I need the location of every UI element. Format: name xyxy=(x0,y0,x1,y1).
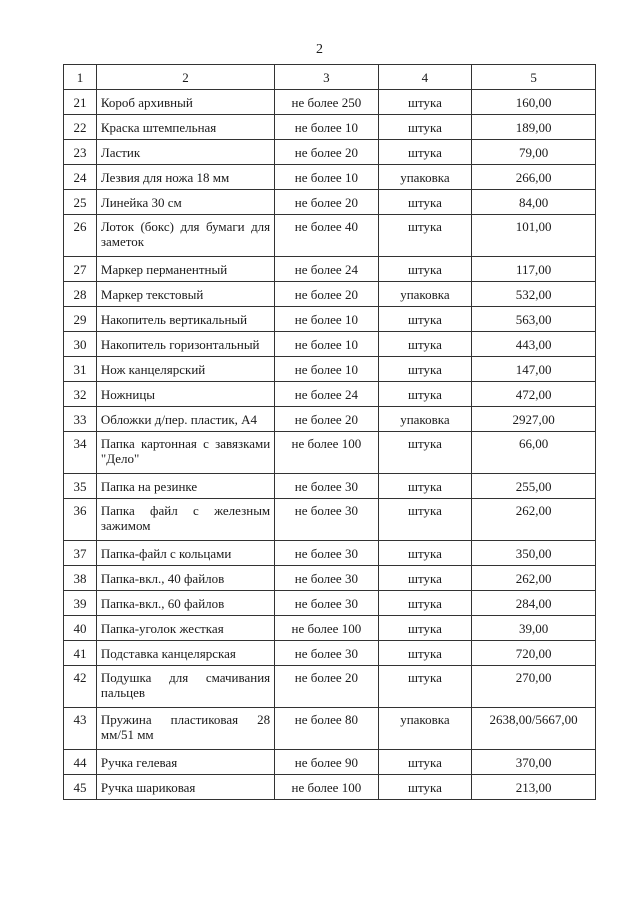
item-price: 262,00 xyxy=(472,566,596,591)
item-name: Папка-вкл., 60 файлов xyxy=(96,591,274,616)
table-row xyxy=(64,90,596,115)
table-row xyxy=(64,432,596,474)
item-quantity: не более 30 xyxy=(275,591,378,616)
item-quantity: не более 90 xyxy=(275,750,378,775)
item-quantity: не более 10 xyxy=(275,115,378,140)
row-number: 21 xyxy=(64,90,97,115)
item-quantity: не более 20 xyxy=(275,190,378,215)
item-price: 147,00 xyxy=(472,357,596,382)
item-price: 66,00 xyxy=(472,432,596,474)
item-unit: штука xyxy=(378,357,472,382)
item-name: Папка-вкл., 40 файлов xyxy=(96,566,274,591)
item-quantity: не более 20 xyxy=(275,282,378,307)
header-cell-3: 3 xyxy=(275,65,378,90)
row-number: 40 xyxy=(64,616,97,641)
item-price: 2638,00/5667,00 xyxy=(472,708,596,750)
row-number: 25 xyxy=(64,190,97,215)
item-unit: штука xyxy=(378,257,472,282)
item-name: Нож канцелярский xyxy=(96,357,274,382)
item-quantity: не более 20 xyxy=(275,666,378,708)
row-number: 29 xyxy=(64,307,97,332)
row-number: 39 xyxy=(64,591,97,616)
item-name: Папка-файл с кольцами xyxy=(96,541,274,566)
table-row xyxy=(64,566,596,591)
row-number: 27 xyxy=(64,257,97,282)
row-number: 23 xyxy=(64,140,97,165)
item-price: 284,00 xyxy=(472,591,596,616)
item-name: Накопитель горизонтальный xyxy=(96,332,274,357)
item-unit: штука xyxy=(378,90,472,115)
header-cell-1: 1 xyxy=(64,65,97,90)
item-price: 101,00 xyxy=(472,215,596,257)
table-row xyxy=(64,140,596,165)
row-number: 35 xyxy=(64,474,97,499)
table-row xyxy=(64,591,596,616)
row-number: 24 xyxy=(64,165,97,190)
table-row xyxy=(64,641,596,666)
table-row xyxy=(64,750,596,775)
item-unit: штука xyxy=(378,616,472,641)
item-name: Маркер текстовый xyxy=(96,282,274,307)
header-cell-2: 2 xyxy=(96,65,274,90)
row-number: 32 xyxy=(64,382,97,407)
table-row xyxy=(64,257,596,282)
item-unit: штука xyxy=(378,566,472,591)
item-name: Папка на резинке xyxy=(96,474,274,499)
item-name: Лезвия для ножа 18 мм xyxy=(96,165,274,190)
header-cell-4: 4 xyxy=(378,65,472,90)
item-unit: штука xyxy=(378,307,472,332)
item-name: Ластик xyxy=(96,140,274,165)
item-price: 262,00 xyxy=(472,499,596,541)
item-unit: штука xyxy=(378,140,472,165)
page-number: 2 xyxy=(316,42,323,57)
item-unit: штука xyxy=(378,190,472,215)
item-name: Подушка для смачивания пальцев xyxy=(96,666,274,708)
item-quantity: не более 250 xyxy=(275,90,378,115)
item-price: 350,00 xyxy=(472,541,596,566)
item-unit: штука xyxy=(378,775,472,800)
item-quantity: не более 10 xyxy=(275,357,378,382)
item-price: 255,00 xyxy=(472,474,596,499)
row-number: 28 xyxy=(64,282,97,307)
item-quantity: не более 30 xyxy=(275,474,378,499)
item-price: 189,00 xyxy=(472,115,596,140)
item-unit: штука xyxy=(378,382,472,407)
table-row xyxy=(64,115,596,140)
item-price: 117,00 xyxy=(472,257,596,282)
table-row xyxy=(64,616,596,641)
item-name: Ножницы xyxy=(96,382,274,407)
item-price: 720,00 xyxy=(472,641,596,666)
item-unit: штука xyxy=(378,591,472,616)
item-unit: упаковка xyxy=(378,708,472,750)
item-quantity: не более 30 xyxy=(275,641,378,666)
item-unit: штука xyxy=(378,332,472,357)
item-name: Ручка шариковая xyxy=(96,775,274,800)
item-price: 563,00 xyxy=(472,307,596,332)
item-price: 213,00 xyxy=(472,775,596,800)
item-unit: штука xyxy=(378,666,472,708)
item-unit: упаковка xyxy=(378,165,472,190)
item-quantity: не более 10 xyxy=(275,332,378,357)
item-name: Ручка гелевая xyxy=(96,750,274,775)
row-number: 26 xyxy=(64,215,97,257)
row-number: 45 xyxy=(64,775,97,800)
row-number: 22 xyxy=(64,115,97,140)
item-name: Маркер перманентный xyxy=(96,257,274,282)
table-row xyxy=(64,775,596,800)
item-price: 266,00 xyxy=(472,165,596,190)
table-row xyxy=(64,382,596,407)
table-row xyxy=(64,499,596,541)
header-row xyxy=(64,65,596,90)
table-row xyxy=(64,282,596,307)
item-quantity: не более 30 xyxy=(275,541,378,566)
row-number: 33 xyxy=(64,407,97,432)
item-quantity: не более 24 xyxy=(275,382,378,407)
row-number: 34 xyxy=(64,432,97,474)
item-price: 160,00 xyxy=(472,90,596,115)
item-name: Лоток (бокс) для бумаги для заметок xyxy=(96,215,274,257)
item-unit: штука xyxy=(378,641,472,666)
item-quantity: не более 40 xyxy=(275,215,378,257)
item-unit: штука xyxy=(378,750,472,775)
item-name: Линейка 30 см xyxy=(96,190,274,215)
table-row xyxy=(64,666,596,708)
table-row xyxy=(64,357,596,382)
item-unit: штука xyxy=(378,432,472,474)
table-row xyxy=(64,190,596,215)
row-number: 43 xyxy=(64,708,97,750)
item-quantity: не более 80 xyxy=(275,708,378,750)
item-unit: штука xyxy=(378,215,472,257)
item-price: 84,00 xyxy=(472,190,596,215)
table-row xyxy=(64,708,596,750)
table-row xyxy=(64,332,596,357)
item-name: Подставка канцелярская xyxy=(96,641,274,666)
table-row xyxy=(64,215,596,257)
item-unit: штука xyxy=(378,115,472,140)
item-price: 2927,00 xyxy=(472,407,596,432)
item-price: 532,00 xyxy=(472,282,596,307)
table-row xyxy=(64,541,596,566)
item-quantity: не более 10 xyxy=(275,165,378,190)
item-price: 443,00 xyxy=(472,332,596,357)
item-unit: упаковка xyxy=(378,282,472,307)
item-name: Накопитель вертикальный xyxy=(96,307,274,332)
item-unit: штука xyxy=(378,474,472,499)
row-number: 38 xyxy=(64,566,97,591)
item-price: 39,00 xyxy=(472,616,596,641)
item-price: 370,00 xyxy=(472,750,596,775)
table-row xyxy=(64,307,596,332)
row-number: 41 xyxy=(64,641,97,666)
item-price: 472,00 xyxy=(472,382,596,407)
item-quantity: не более 20 xyxy=(275,140,378,165)
item-name: Папка картонная с завязками "Дело" xyxy=(96,432,274,474)
item-name: Обложки д/пер. пластик, А4 xyxy=(96,407,274,432)
table-row xyxy=(64,474,596,499)
item-name: Пружина пластиковая 28 мм/51 мм xyxy=(96,708,274,750)
item-name: Папка-уголок жесткая xyxy=(96,616,274,641)
item-unit: упаковка xyxy=(378,407,472,432)
row-number: 37 xyxy=(64,541,97,566)
item-quantity: не более 100 xyxy=(275,775,378,800)
item-name: Папка файл с железным зажимом xyxy=(96,499,274,541)
item-price: 270,00 xyxy=(472,666,596,708)
item-quantity: не более 10 xyxy=(275,307,378,332)
item-quantity: не более 24 xyxy=(275,257,378,282)
row-number: 31 xyxy=(64,357,97,382)
item-name: Короб архивный xyxy=(96,90,274,115)
table-row xyxy=(64,407,596,432)
row-number: 30 xyxy=(64,332,97,357)
item-quantity: не более 30 xyxy=(275,499,378,541)
row-number: 36 xyxy=(64,499,97,541)
row-number: 44 xyxy=(64,750,97,775)
item-quantity: не более 100 xyxy=(275,432,378,474)
row-number: 42 xyxy=(64,666,97,708)
item-quantity: не более 100 xyxy=(275,616,378,641)
item-unit: штука xyxy=(378,541,472,566)
price-table xyxy=(63,64,596,800)
table-row xyxy=(64,165,596,190)
item-price: 79,00 xyxy=(472,140,596,165)
header-cell-5: 5 xyxy=(472,65,596,90)
item-name: Краска штемпельная xyxy=(96,115,274,140)
item-unit: штука xyxy=(378,499,472,541)
item-quantity: не более 20 xyxy=(275,407,378,432)
item-quantity: не более 30 xyxy=(275,566,378,591)
